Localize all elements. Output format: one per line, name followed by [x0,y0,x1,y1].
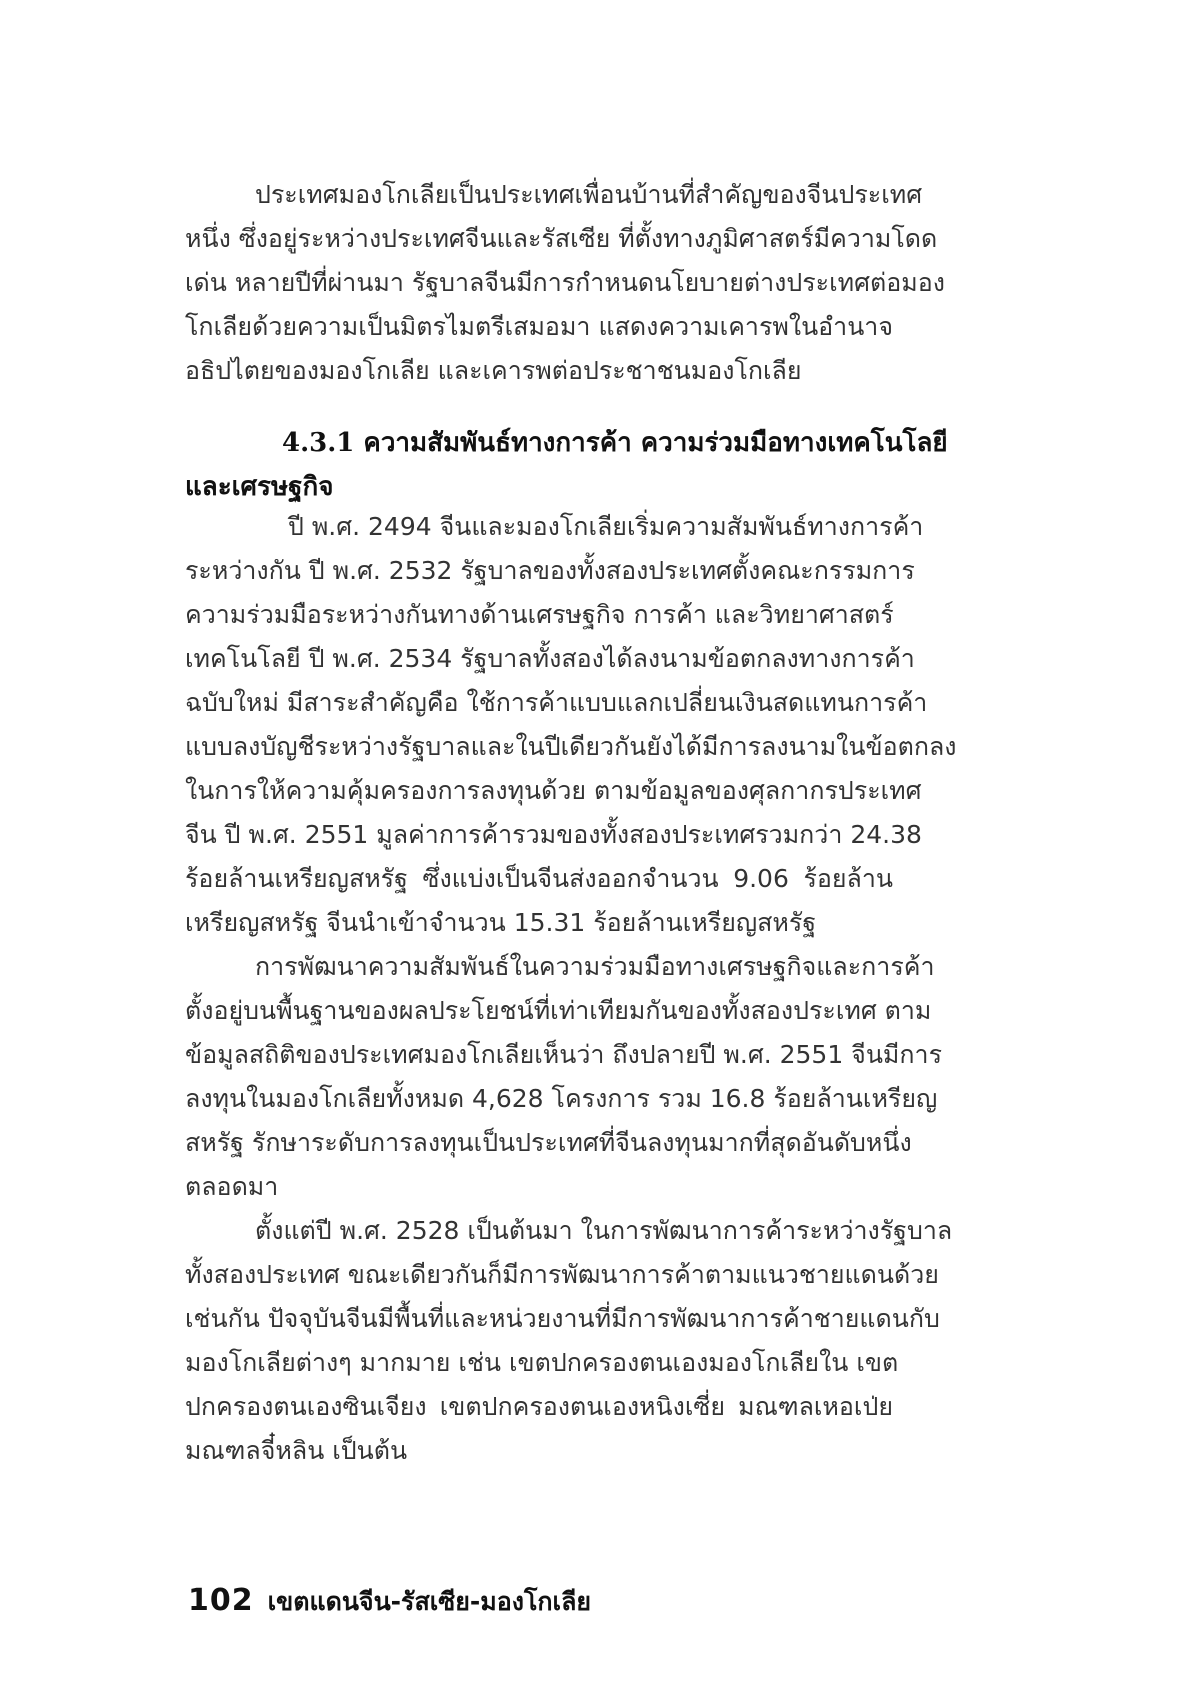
intro-line-4: โกเลียด้วยความเป็นมิตรไมตรีเสมอมา แสดงความเคารพในอำนาจ [185,312,893,341]
development-line-6: ตลอดมา [185,1172,279,1201]
development-line-3: ข้อมูลสถิติของประเทศมองโกเลียเห็นว่า ถึงปลายปี พ.ศ. 2551 จีนมีการ [185,1040,942,1069]
trade-line-2: ระหว่างกัน ปี พ.ศ. 2532 รัฐบาลของทั้งสองประเทศตั้งคณะกรรมการ [185,556,915,585]
trade-line-4: เทคโนโลยี ปี พ.ศ. 2534 รัฐบาลทั้งสองได้ลงนามข้อตกลงทางการค้า [185,644,915,673]
border-line-2: ทั้งสองประเทศ ขณะเดียวกันก็มีการพัฒนาการค้าตามแนวชายแดนด้วย [185,1260,939,1289]
page-number: 102 [188,1583,254,1618]
intro-line-3: เด่น หลายปีที่ผ่านมา รัฐบาลจีนมีการกำหนดนโยบายต่างประเทศต่อมอง [185,268,945,297]
development-line-1: การพัฒนาความสัมพันธ์ในความร่วมมือทางเศรษฐกิจและการค้า [255,952,935,981]
intro-line-2: หนึ่ง ซึ่งอยู่ระหว่างประเทศจีนและรัสเซีย ที่ตั้งทางภูมิศาสตร์มีความโดด [185,224,938,253]
trade-line-8: จีน ปี พ.ศ. 2551 มูลค่าการค้ารวมของทั้งสองประเทศรวมกว่า 24.38 [185,820,922,849]
intro-line-1: ประเทศมองโกเลียเป็นประเทศเพื่อนบ้านที่สำคัญของจีนประเทศ [255,180,923,209]
trade-line-7: ในการให้ความคุ้มครองการลงทุนด้วย ตามข้อมูลของศุลกากรประเทศ [185,776,922,805]
section-heading-line-2: และเศรษฐกิจ [185,472,334,502]
running-title: เขตแดนจีน-รัสเซีย-มองโกเลีย [267,1587,592,1616]
trade-line-10: เหรียญสหรัฐ จีนนำเข้าจำนวน 15.31 ร้อยล้านเหรียญสหรัฐ [185,908,817,937]
border-line-1: ตั้งแต่ปี พ.ศ. 2528 เป็นต้นมา ในการพัฒนาการค้าระหว่างรัฐบาล [255,1216,953,1245]
trade-line-3: ความร่วมมือระหว่างกันทางด้านเศรษฐกิจ การค้า และวิทยาศาสตร์ [185,600,894,629]
trade-line-1: ปี พ.ศ. 2494 จีนและมองโกเลียเริ่มความสัมพันธ์ทางการค้า [288,512,924,541]
page-footer [188,1583,592,1618]
trade-line-5: ฉบับใหม่ มีสาระสำคัญคือ ใช้การค้าแบบแลกเปลี่ยนเงินสดแทนการค้า [185,688,928,717]
border-line-6: มณฑลจี๋หลิน เป็นต้น [185,1436,408,1465]
trade-line-9: ร้อยล้านเหรียญสหรัฐ ซึ่งแบ่งเป็นจีนส่งออกจำนวน 9.06 ร้อยล้าน [185,864,893,893]
intro-line-5: อธิปไตยของมองโกเลีย และเคารพต่อประชาชนมองโกเลีย [185,356,802,385]
section-heading-line-1: 4.3.1 ความสัมพันธ์ทางการค้า ความร่วมมือทางเทคโนโลยี [282,428,948,458]
border-line-5: ปกครองตนเองซินเจียง เขตปกครองตนเองหนิงเซี่ย มณฑลเหอเป่ย [185,1392,893,1421]
development-line-5: สหรัฐ รักษาระดับการลงทุนเป็นประเทศที่จีนลงทุนมากที่สุดอันดับหนึ่ง [185,1128,912,1157]
development-line-2: ตั้งอยู่บนพื้นฐานของผลประโยชน์ที่เท่าเทียมกันของทั้งสองประเทศ ตาม [185,996,932,1025]
development-line-4: ลงทุนในมองโกเลียทั้งหมด 4,628 โครงการ รวม 16.8 ร้อยล้านเหรียญ [185,1084,938,1113]
trade-line-6: แบบลงบัญชีระหว่างรัฐบาลและในปีเดียวกันยังได้มีการลงนามในข้อตกลง [185,732,957,761]
border-line-3: เช่นกัน ปัจจุบันจีนมีพื้นที่และหน่วยงานที่มีการพัฒนาการค้าชายแดนกับ [185,1304,940,1333]
border-line-4: มองโกเลียต่างๆ มากมาย เช่น เขตปกครองตนเองมองโกเลียใน เขต [185,1348,899,1377]
